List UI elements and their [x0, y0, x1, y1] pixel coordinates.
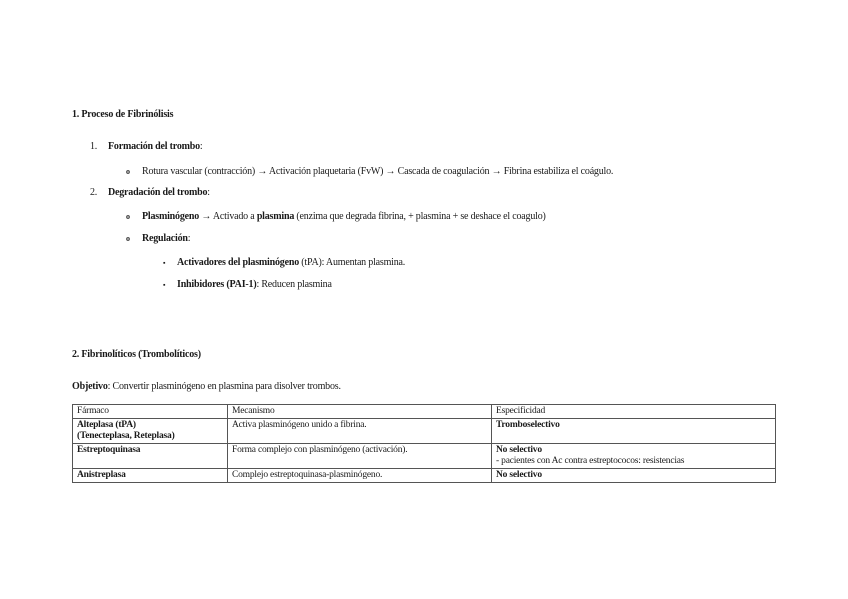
- specificity-value: Tromboselectivo: [496, 420, 560, 430]
- plain-text: :: [187, 233, 191, 244]
- drug-alternatives: (Tenecteplasa, Reteplasa): [77, 431, 175, 441]
- cell-specificity: [492, 444, 776, 469]
- table-row: [73, 444, 776, 469]
- objective-text: : Convertir plasminógeno en plasmina para disolver trombos.: [107, 381, 341, 392]
- sub-item-rotura: [126, 166, 613, 177]
- list-item-degradation: [90, 187, 210, 198]
- header-drug: Fármaco: [73, 405, 228, 419]
- cell-drug: [73, 419, 228, 444]
- cell-drug: [73, 444, 228, 469]
- plain-text: (enzima que degrada fibrina, + plasmina + se deshace el coagulo): [294, 211, 546, 222]
- objective-label: Objetivo: [72, 381, 108, 392]
- header-mechanism: Mecanismo: [228, 405, 492, 419]
- square-bullet-icon: ▪: [163, 259, 166, 267]
- section2-title: 2. Fibrinolíticos (Trombolíticos): [72, 349, 201, 360]
- plain-text: (tPA): Aumentan plasmina.: [299, 257, 406, 268]
- bold-text: Plasminógeno: [142, 211, 200, 222]
- bold-text: Regulación: [142, 233, 188, 244]
- circle-bullet-icon: o: [126, 212, 130, 221]
- item-label: Degradación del trombo: [108, 187, 208, 198]
- item-suffix: :: [207, 187, 210, 198]
- cell-mechanism: Forma complejo con plasminógeno (activación).: [228, 444, 492, 469]
- specificity-value: No selectivo: [496, 445, 542, 455]
- table-row: [73, 419, 776, 444]
- drug-name: Anistreplasa: [77, 470, 126, 480]
- list-item-formation: [90, 141, 203, 152]
- sub-item-plasminogen: [126, 211, 546, 222]
- plain-text: → Activado a: [199, 211, 257, 222]
- cell-specificity: [492, 419, 776, 444]
- regulation-item-activators: [163, 257, 405, 268]
- bold-text: plasmina: [256, 211, 295, 222]
- cell-mechanism: Activa plasminógeno unido a fibrina.: [228, 419, 492, 444]
- item-suffix: :: [199, 141, 203, 152]
- objective-line: [72, 381, 341, 392]
- item-label: Formación del trombo: [108, 141, 200, 152]
- specificity-note: - pacientes con Ac contra estreptococos: resistencias: [496, 456, 685, 466]
- plain-text: : Reducen plasmina: [256, 279, 332, 290]
- cell-drug: [73, 469, 228, 483]
- specificity-value: No selectivo: [496, 470, 542, 480]
- square-bullet-icon: ▪: [163, 281, 166, 289]
- cell-mechanism: Complejo estreptoquinasa-plasminógeno.: [228, 469, 492, 483]
- section1-title: 1. Proceso de Fibrinólisis: [72, 109, 174, 120]
- table-header-row: [73, 405, 776, 419]
- bold-text: Inhibidores (PAI-1): [177, 279, 257, 290]
- circle-bullet-icon: o: [126, 234, 130, 243]
- drug-name: Estreptoquinasa: [77, 445, 141, 455]
- circle-bullet-icon: o: [126, 167, 130, 176]
- list-number: 1.: [90, 141, 98, 152]
- table-row: [73, 469, 776, 483]
- regulation-item-inhibitors: [163, 279, 332, 290]
- sub-item-regulation: [126, 233, 190, 244]
- list-number: 2.: [90, 187, 98, 198]
- bold-text: Activadores del plasminógeno: [177, 257, 299, 268]
- drug-name: Alteplasa (tPA): [77, 420, 136, 430]
- header-specificity: Especificidad: [492, 405, 776, 419]
- drug-table: [72, 404, 776, 483]
- sub-item-text: Rotura vascular (contracción) → Activación plaquetaria (FvW) → Cascada de coagulación → Fibrina estabiliza el coágulo.: [142, 166, 614, 177]
- cell-specificity: [492, 469, 776, 483]
